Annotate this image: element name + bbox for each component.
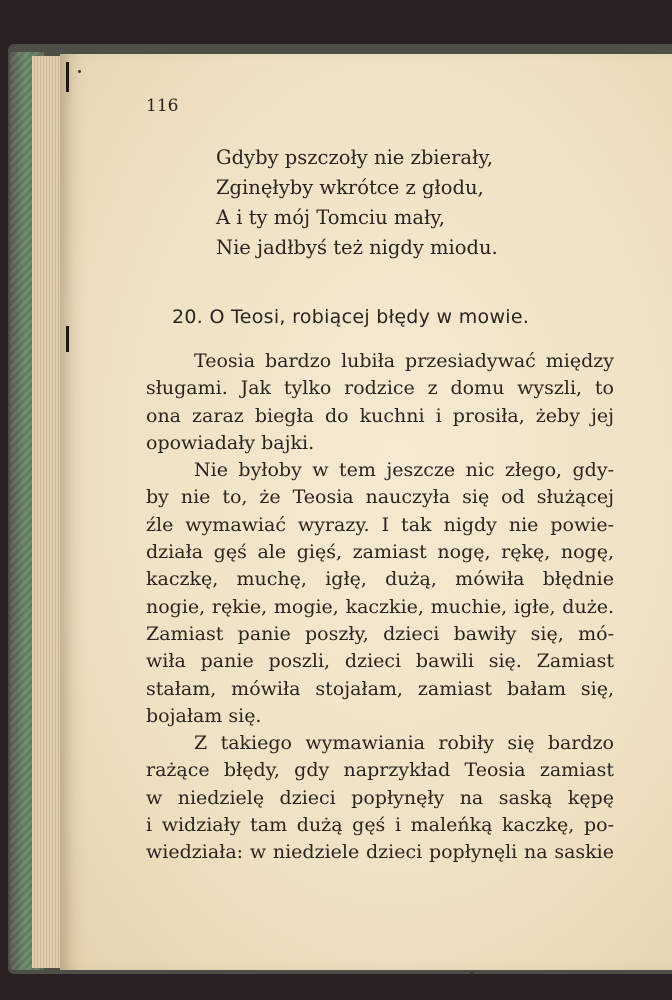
text-line: Teosia bardzo lubiła przesiadywać między [194,350,614,372]
text-line: działa gęś ale gięś, zamiast nogę, rękę, nogę, [146,541,614,564]
text-line: rażące błędy, gdy naprzykład Teosia zamiast [146,759,614,782]
text-line: nogie, rękie, mogie, kaczkie, muchie, igłe, duże. [146,595,614,618]
text-line: opowiadały bajki. [146,431,315,454]
margin-mark [66,326,69,352]
text-line: wiła panie poszli, dzieci bawili się. Zamiast [146,650,614,673]
text-line: by nie to, że Teosia nauczyła się od służącej [146,486,614,509]
poem-line: Zginęłyby wkrótce z głodu, [216,176,484,199]
text-line: Zamiast panie poszły, dzieci bawiły się, mó- [146,622,614,645]
margin-mark [66,62,69,92]
text-line: stałam, mówiła stojałam, zamiast bałam się, [146,677,614,700]
text-line: sługami. Jak tylko rodzice z domu wyszli, to [146,377,614,400]
text-line: kaczkę, muchę, igłę, dużą, mówiła błędnie [146,568,614,591]
poem-line: Nie jadłbyś też nigdy miodu. [216,236,498,259]
paper-speck [78,70,81,73]
story-text [146,348,614,867]
text-line: wiedziała: w niedziele dzieci popłynęli na saskie [146,841,614,864]
text-line: Nie byłoby w tem jeszcze nic złego, gdy- [194,459,614,482]
poem [216,143,498,263]
section-heading: 20. O Teosi, robiącej błędy w mowie. [172,306,530,328]
text-line: źle wymawiać wyrazy. I tak nigdy nie powie- [146,513,614,536]
poem-line: Gdyby pszczoły nie zbierały, [216,146,493,169]
text-line: ona zaraz biegła do kuchni i prosiła, żeby jej [146,404,614,427]
page-number: 116 [146,96,179,116]
text-line: Z takiego wymawiania robiły się bardzo [194,732,614,755]
text-line: w niedzielę dzieci popłynęły na saską kępę [146,786,614,809]
paper-speck [470,972,473,975]
text-line: i widziały tam dużą gęś i maleńką kaczkę, po- [146,814,614,837]
text-line: bojałam się. [146,704,262,727]
poem-line: A i ty mój Tomciu mały, [216,206,445,229]
